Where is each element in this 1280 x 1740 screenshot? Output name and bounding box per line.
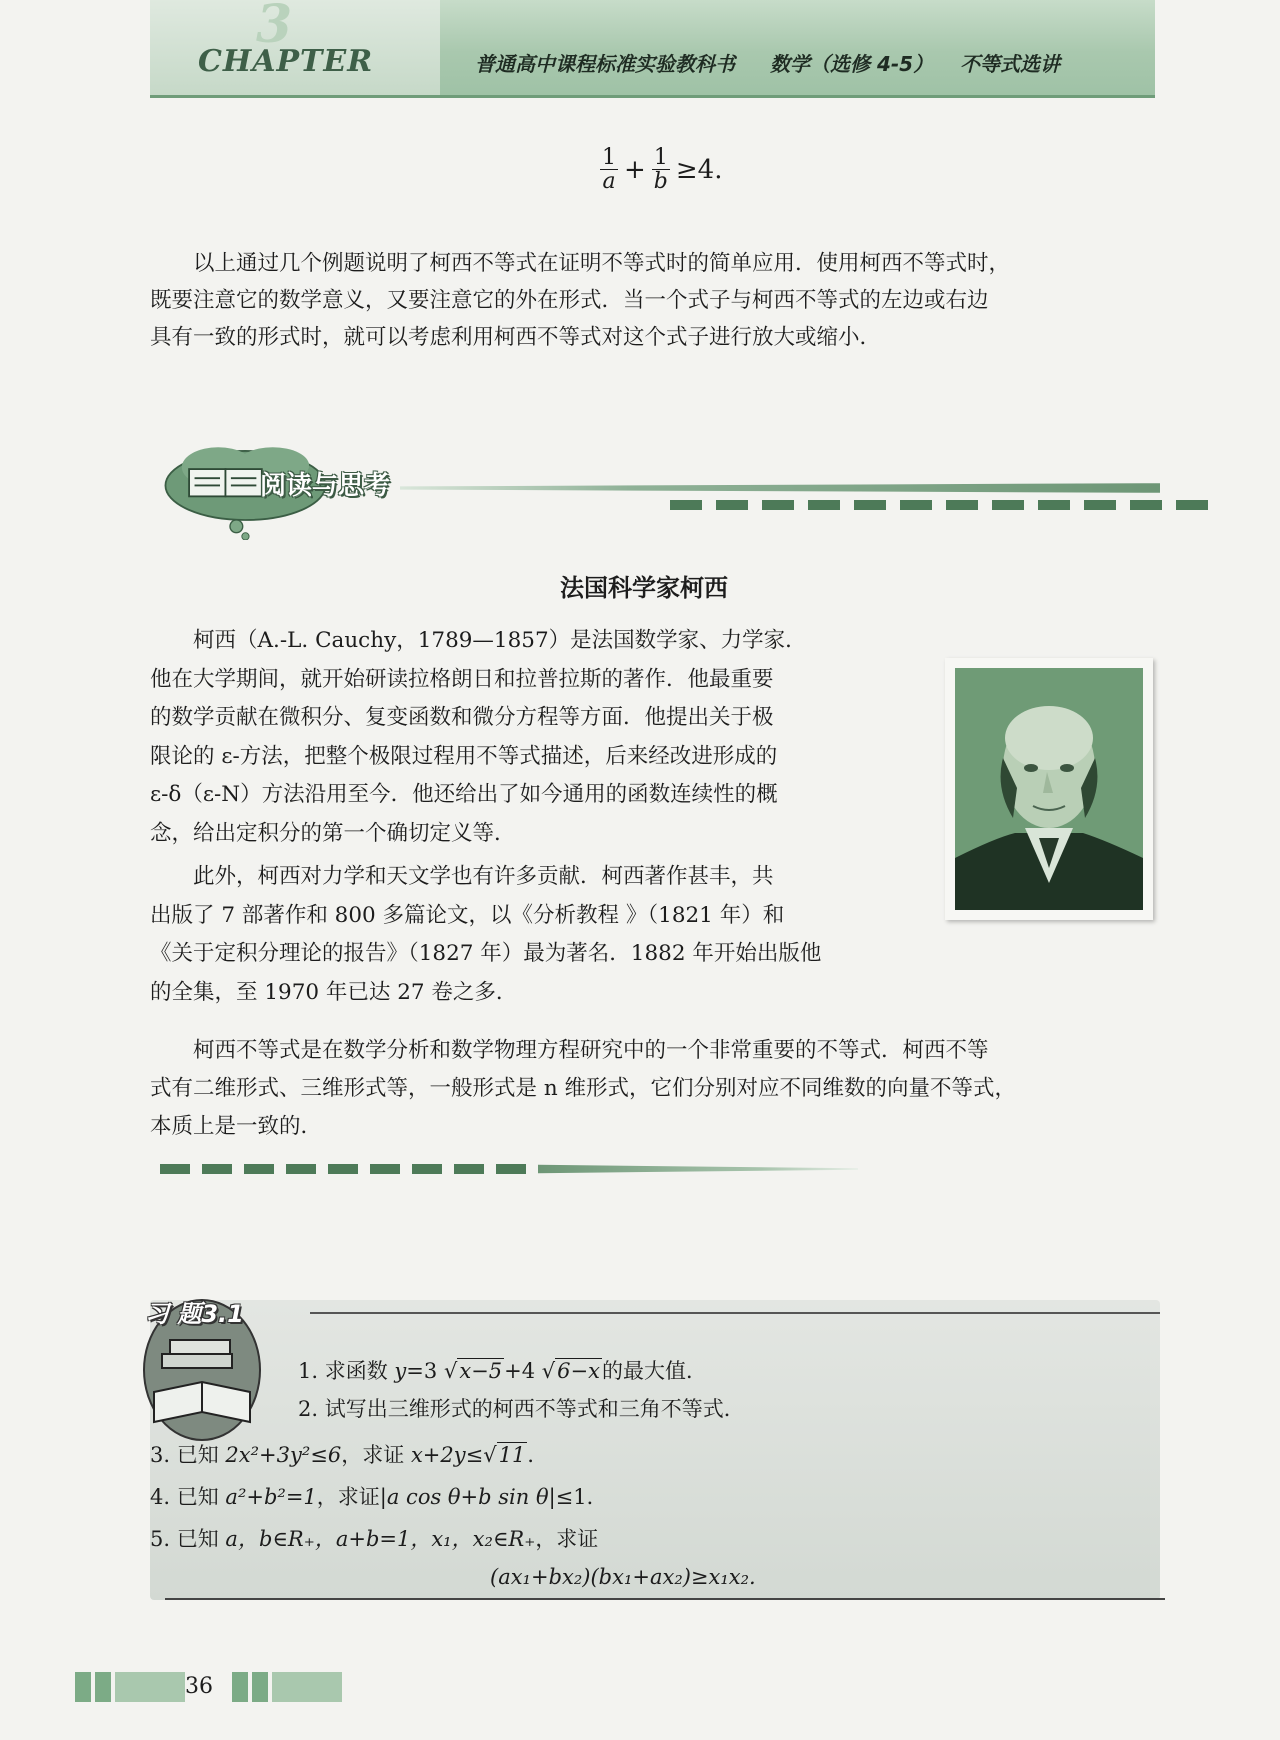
- item-number: 5.: [150, 1527, 171, 1551]
- item-text: 已知: [176, 1443, 226, 1467]
- numerator: 1: [653, 145, 668, 170]
- item-text: ，求证|: [316, 1485, 387, 1509]
- radicand: 6−x: [557, 1359, 600, 1383]
- book-topic: 不等式选讲: [960, 52, 1060, 76]
- book-series: 普通高中课程标准实验教科书: [475, 52, 735, 76]
- bio-line: 柯西（A.-L. Cauchy，1789—1857）是法国数学家、力学家．: [193, 628, 807, 653]
- cauchy-works-paragraph: [150, 858, 910, 1012]
- plus-sign: +: [624, 155, 646, 185]
- item-text: 试写出三维形式的柯西不等式和三角不等式．: [324, 1397, 745, 1421]
- chapter-label: CHAPTER: [198, 44, 374, 79]
- chapter-number: 3: [256, 0, 293, 55]
- radicand: x−5: [459, 1359, 503, 1383]
- math-expression: a cos θ+b sin θ: [386, 1485, 549, 1509]
- banner-dashes: [670, 500, 1208, 510]
- banner-line: [400, 480, 1160, 496]
- bio-line: 的数学贡献在微积分、复变函数和微分方程等方面．他提出关于极: [150, 705, 774, 730]
- reading-thinking-banner: [150, 440, 1160, 560]
- cauchy-portrait: [945, 658, 1153, 920]
- math-expression: x+2y≤: [410, 1443, 484, 1467]
- book-subject: 数学（选修 4-5）: [770, 52, 934, 76]
- item-number: 1.: [298, 1359, 319, 1383]
- exercise-item-1: 1. 求函数 y=3 √x−5+4 √6−x的最大值．: [298, 1359, 707, 1383]
- inequality-line: 本质上是一致的．: [150, 1114, 323, 1139]
- portrait-image: [955, 668, 1143, 910]
- section-end-dashes: [160, 1162, 858, 1176]
- denominator: a: [602, 169, 616, 194]
- item-text: ，求证: [341, 1443, 411, 1467]
- exercise-item-5-formula: (ax₁+bx₂)(bx₁+ax₂)≥x₁x₂.: [490, 1565, 756, 1589]
- exercise-title: 习 题3.1: [145, 1300, 244, 1328]
- math-y: y: [394, 1359, 407, 1383]
- radicand: 11: [498, 1443, 526, 1467]
- bio-line: 限论的 ε-方法，把整个极限过程用不等式描述，后来经改进形成的: [150, 743, 778, 769]
- exercise-item-2: [298, 1394, 745, 1424]
- footer-decoration-left: [75, 1672, 185, 1702]
- item-text: |≤1．: [548, 1485, 608, 1509]
- exercise-item-5: [150, 1524, 598, 1554]
- exercise-item-3: 3. 已知 2x²+3y²≤6，求证 x+2y≤√11．: [150, 1443, 549, 1467]
- page-number: 36: [185, 1674, 213, 1699]
- inequality-rest: ≥4.: [675, 155, 723, 185]
- item-number: 4.: [150, 1485, 171, 1509]
- chapter-header: [150, 0, 1155, 98]
- reading-section-title: 阅读与思考: [260, 471, 391, 501]
- exercise-bottom-rule: [165, 1598, 1165, 1600]
- footer-decoration-right: [232, 1672, 342, 1702]
- denominator: b: [653, 169, 668, 194]
- fraction-one-over-b: [652, 147, 670, 193]
- summary-line: 既要注意它的数学意义，又要注意它的外在形式．当一个式子与柯西不等式的左边或右边: [150, 288, 989, 313]
- math-expression: a²+b²=1: [225, 1485, 317, 1509]
- fraction-one-over-a: [600, 147, 618, 193]
- math-expression: a，b∈R₊，a+b=1，x₁，x₂∈R₊: [225, 1527, 536, 1551]
- numerator: 1: [602, 145, 616, 170]
- cauchy-bio-paragraph: [150, 622, 910, 853]
- inequality-line: 柯西不等式是在数学分析和数学物理方程研究中的一个非常重要的不等式．柯西不等: [193, 1038, 989, 1063]
- bio-line: 念，给出定积分的第一个确切定义等．: [150, 820, 516, 846]
- exercise-item-4: [150, 1482, 608, 1512]
- formula-one-over-a-plus-one-over-b: [600, 140, 724, 200]
- exercise-top-rule: [310, 1312, 1160, 1314]
- item-text: 已知: [176, 1527, 226, 1551]
- item-number: 3.: [150, 1443, 171, 1467]
- bio-line: ε-δ（ε-N）方法沿用至今．他还给出了如今通用的函数连续性的概: [150, 782, 778, 807]
- item-text: 的最大值．: [601, 1359, 707, 1383]
- item-text: ，求证: [535, 1527, 599, 1551]
- item-number: 2.: [298, 1397, 319, 1421]
- math-expression: 2x²+3y²≤6: [225, 1443, 342, 1467]
- summary-line: 以上通过几个例题说明了柯西不等式在证明不等式时的简单应用．使用柯西不等式时，: [193, 251, 1011, 276]
- works-line: 出版了 7 部著作和 800 多篇论文，以《分析教程 》（1821 年）和: [150, 902, 785, 928]
- summary-line: 具有一致的形式时，就可以考虑利用柯西不等式对这个式子进行放大或缩小．: [150, 325, 882, 350]
- math-text: =3: [406, 1359, 444, 1383]
- math-text: +4: [504, 1359, 542, 1383]
- inequality-line: 式有二维形式、三维形式等，一般形式是 n 维形式，它们分别对应不同维数的向量不等式，: [150, 1076, 1017, 1101]
- works-line: 的全集，至 1970 年已达 27 卷之多．: [150, 979, 518, 1005]
- works-line: 此外，柯西对力学和天文学也有许多贡献．柯西著作甚丰，共: [193, 864, 774, 889]
- bio-line: 他在大学期间，就开始研读拉格朗日和拉普拉斯的著作．他最重要: [150, 666, 774, 692]
- article-title: 法国科学家柯西: [560, 574, 728, 602]
- summary-paragraph: [150, 245, 1160, 356]
- cauchy-inequality-paragraph: [150, 1032, 1160, 1146]
- chapter-header-left: [150, 0, 440, 95]
- works-line: 《关于定积分理论的报告》（1827 年）最为著名．1882 年开始出版他: [150, 941, 822, 966]
- item-text: ．: [527, 1443, 549, 1467]
- item-text: 已知: [176, 1485, 226, 1509]
- item-text: 求函数: [324, 1359, 395, 1383]
